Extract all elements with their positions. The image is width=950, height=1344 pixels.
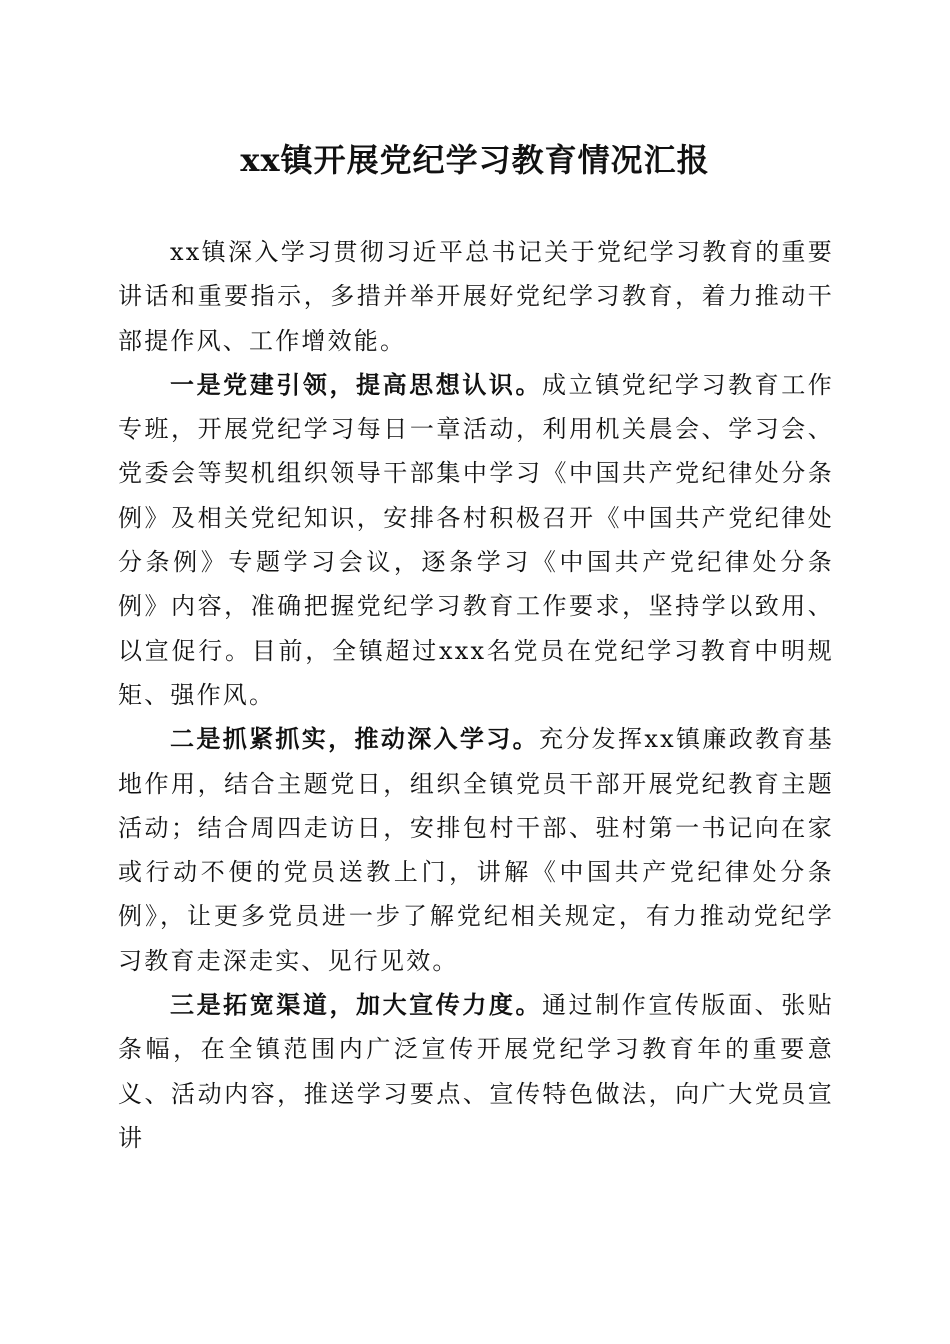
document-title: xx镇开展党纪学习教育情况汇报 (240, 141, 710, 179)
paragraph-point-1 (118, 363, 834, 717)
paragraph-lead: 二是抓紧抓实，推动深入学习。 (170, 725, 539, 754)
paragraph-lead: 三是拓宽渠道，加大宣传力度。 (170, 991, 543, 1020)
paragraph-text: 充分发挥xx镇廉政教育基地作用，结合主题党日，组织全镇党员干部开展党纪教育主题活动；结合周四走访日，安排包村干部、驻村第一书记向在家或行动不便的党员送教上门，讲解《中国共产党纪律处分条例》，让更多党员进一步了解党纪相关规定，有力推动党纪学习教育走深走实、见行见效。 (118, 725, 834, 975)
paragraph-text: xx镇深入学习贯彻习近平总书记关于党纪学习教育的重要讲话和重要指示，多措并举开展好党纪学习教育，着力推动干部提作风、工作增效能。 (118, 238, 834, 355)
paragraph-intro (118, 230, 834, 363)
paragraph-lead: 一是党建引领，提高思想认识。 (170, 370, 543, 399)
paragraph-text: 通过制作宣传版面、张贴条幅，在全镇范围内广泛宣传开展党纪学习教育年的重要意义、活动内容，推送学习要点、宣传特色做法，向广大党员宣讲 (118, 991, 834, 1152)
paragraph-text: 成立镇党纪学习教育工作专班，开展党纪学习每日一章活动，利用机关晨会、学习会、党委会等契机组织领导干部集中学习《中国共产党纪律处分条例》及相关党纪知识，安排各村积极召开《中国共产党纪律处分条例》专题学习会议，逐条学习《中国共产党纪律处分条例》内容，准确把握党纪学习教育工作要求，坚持学以致用、以宣促行。目前，全镇超过xxx名党员在党纪学习教育中明规矩、强作风。 (118, 370, 834, 709)
paragraph-point-3 (118, 983, 834, 1160)
document-body (118, 230, 834, 1160)
paragraph-point-2 (118, 717, 834, 983)
